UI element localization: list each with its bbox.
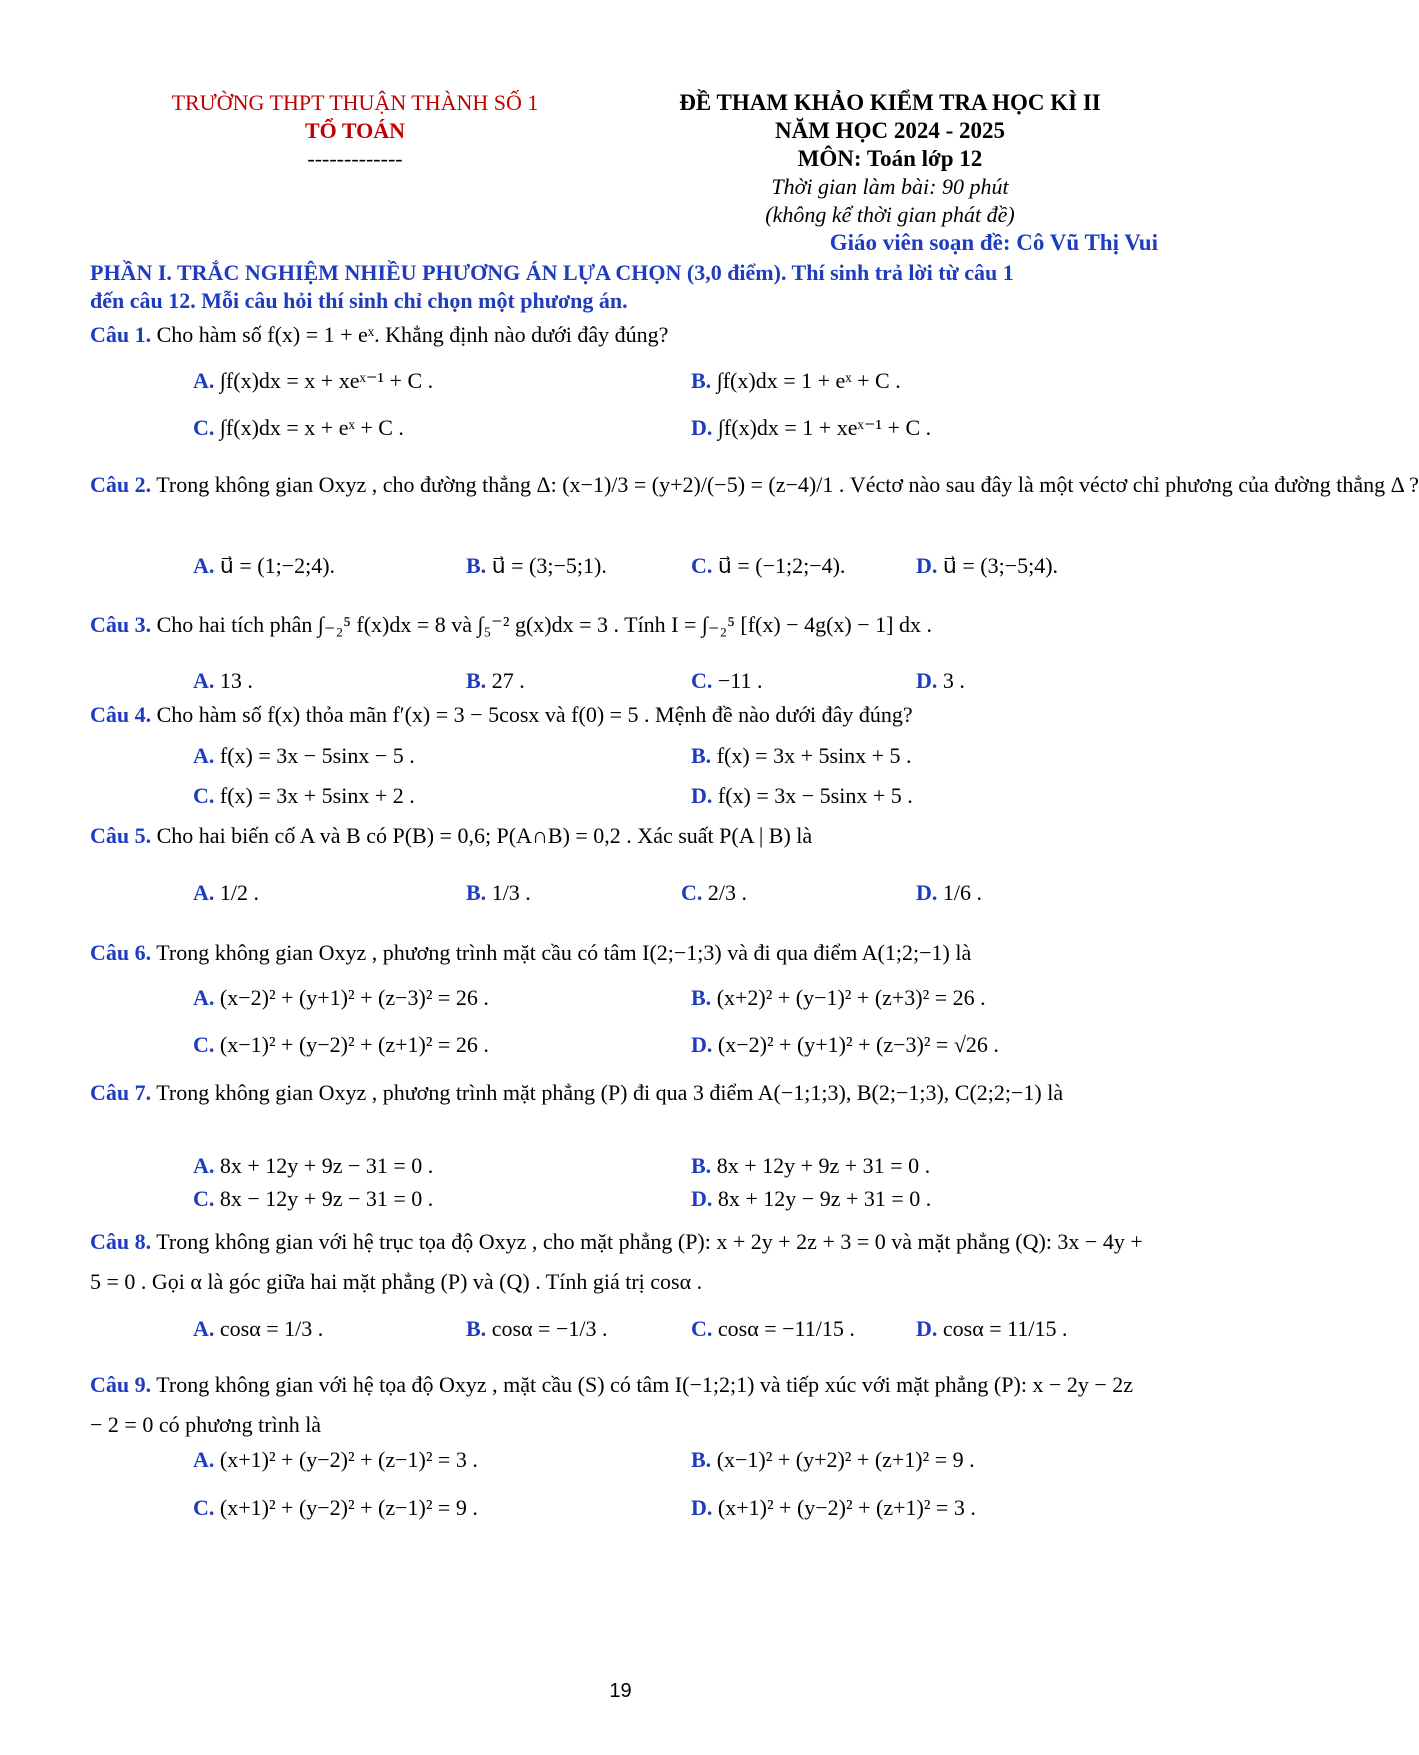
q5-option-c[interactable]: C. 2/3 . [681, 880, 748, 905]
question-4: Câu 4. Cho hàm số f(x) thỏa mãn f′(x) = 3 − 5cosx và f(0) = 5 . Mệnh đề nào dưới đây đúng? [90, 702, 913, 727]
q1-option-b[interactable]: B. ∫f(x)dx = 1 + eˣ + C . [691, 368, 901, 393]
q5-option-b[interactable]: B. 1/3 . [466, 880, 531, 905]
school-year: NĂM HỌC 2024 - 2025 [775, 118, 1005, 143]
duration-note: (không kể thời gian phát đề) [765, 202, 1015, 227]
q6-option-b[interactable]: B. (x+2)² + (y−1)² + (z+3)² = 26 . [691, 985, 986, 1010]
q7-option-b[interactable]: B. 8x + 12y + 9z + 31 = 0 . [691, 1153, 931, 1178]
question-5: Câu 5. Cho hai biến cố A và B có P(B) = 0,6; P(A∩B) = 0,2 . Xác suất P(A | B) là [90, 823, 813, 848]
q8-option-c[interactable]: C. cosα = −11/15 . [691, 1316, 855, 1341]
department-name: TỔ TOÁN [304, 118, 406, 143]
q7-option-d[interactable]: D. 8x + 12y − 9z + 31 = 0 . [691, 1186, 932, 1211]
question-2: Câu 2. Trong không gian Oxyz , cho đường thẳng Δ: (x−1)/3 = (y+2)/(−5) = (z−4)/1 . Véctơ nào sau đây là một véctơ chỉ phương của đường thẳng Δ ? [90, 472, 1419, 497]
q2-option-a[interactable]: A. u⃗ = (1;−2;4). [193, 553, 336, 578]
question-stem: Cho hàm số f(x) = 1 + eˣ. Khẳng định nào dưới đây đúng? [156, 322, 669, 347]
q2-option-b[interactable]: B. u⃗ = (3;−5;1). [466, 553, 607, 578]
subject: MÔN: Toán lớp 12 [797, 146, 983, 171]
question-8: Câu 8. Trong không gian với hệ trục tọa độ Oxyz , cho mặt phẳng (P): x + 2y + 2z + 3 = 0 và mặt phẳng (Q): 3x − 4y + 5 = 0 . Gọi α là góc giữa hai mặt phẳng (P) và (Q) . Tính giá trị cosα . [90, 1229, 1143, 1294]
question-stem: Trong không gian Oxyz , phương trình mặt phẳng (P) đi qua 3 điểm A(−1;1;3), B(2;−1;3), C(2;2;−1) là [156, 1080, 1064, 1105]
school-name: TRƯỜNG THPT THUẬN THÀNH SỐ 1 [171, 90, 539, 115]
question-9: Câu 9. Trong không gian với hệ tọa độ Oxyz , mặt cầu (S) có tâm I(−1;2;1) và tiếp xúc với mặt phẳng (P): x − 2y − 2z − 2 = 0 có phương trình là [90, 1372, 1134, 1437]
question-stem: Trong không gian Oxyz , cho đường thẳng Δ: (x−1)/3 = (y+2)/(−5) = (z−4)/1 . Véctơ nào sau đây là một véctơ chỉ phương của đường thẳng Δ ? [156, 472, 1419, 497]
q6-option-c[interactable]: C. (x−1)² + (y−2)² + (z+1)² = 26 . [193, 1032, 489, 1057]
q9-option-a[interactable]: A. (x+1)² + (y−2)² + (z−1)² = 3 . [193, 1447, 478, 1472]
q5-option-a[interactable]: A. 1/2 . [193, 880, 260, 905]
q4-option-b[interactable]: B. f(x) = 3x + 5sinx + 5 . [691, 743, 912, 768]
section-title-2: đến câu 12. Mỗi câu hỏi thí sinh chỉ chọn một phương án. [90, 288, 628, 313]
section-title: PHẦN I. TRẮC NGHIỆM NHIỀU PHƯƠNG ÁN LỰA CHỌN (3,0 điểm). Thí sinh trả lời từ câu 1 [90, 260, 1014, 285]
q1-option-c[interactable]: C. ∫f(x)dx = x + eˣ + C . [193, 415, 404, 440]
question-stem: Trong không gian với hệ tọa độ Oxyz , mặt cầu (S) có tâm I(−1;2;1) và tiếp xúc với mặt phẳng (P): x − 2y − 2z − 2 = 0 có phương trình là [90, 1372, 1134, 1437]
q8-option-d[interactable]: D. cosα = 11/15 . [916, 1316, 1068, 1341]
question-stem: Cho hai biến cố A và B có P(B) = 0,6; P(A∩B) = 0,2 . Xác suất P(A | B) là [156, 823, 813, 848]
q2-option-d[interactable]: D. u⃗ = (3;−5;4). [916, 553, 1059, 578]
q8-option-b[interactable]: B. cosα = −1/3 . [466, 1316, 608, 1341]
q5-option-d[interactable]: D. 1/6 . [916, 880, 983, 905]
question-stem: Cho hàm số f(x) thỏa mãn f′(x) = 3 − 5cosx và f(0) = 5 . Mệnh đề nào dưới đây đúng? [156, 702, 913, 727]
q1-option-a[interactable]: A. ∫f(x)dx = x + xeˣ⁻¹ + C . [193, 368, 434, 393]
duration: Thời gian làm bài: 90 phút [771, 174, 1009, 199]
q9-option-b[interactable]: B. (x−1)² + (y+2)² + (z+1)² = 9 . [691, 1447, 975, 1472]
q3-option-a[interactable]: A. 13 . [193, 668, 253, 693]
q2-option-c[interactable]: C. u⃗ = (−1;2;−4). [691, 553, 846, 578]
q3-option-d[interactable]: D. 3 . [916, 668, 965, 693]
q9-option-c[interactable]: C. (x+1)² + (y−2)² + (z−1)² = 9 . [193, 1495, 478, 1520]
q6-option-d[interactable]: D. (x−2)² + (y+1)² + (z−3)² = √26 . [691, 1032, 999, 1057]
header-divider: ------------- [307, 146, 403, 171]
question-6: Câu 6. Trong không gian Oxyz , phương trình mặt cầu có tâm I(2;−1;3) và đi qua điểm A(1;2;−1) là [90, 940, 972, 965]
q6-option-a[interactable]: A. (x−2)² + (y+1)² + (z−3)² = 26 . [193, 985, 489, 1010]
q4-option-a[interactable]: A. f(x) = 3x − 5sinx − 5 . [193, 743, 415, 768]
teacher-name: Giáo viên soạn đề: Cô Vũ Thị Vui [829, 230, 1158, 255]
q1-option-d[interactable]: D. ∫f(x)dx = 1 + xeˣ⁻¹ + C . [691, 415, 932, 440]
q9-option-d[interactable]: D. (x+1)² + (y−2)² + (z+1)² = 3 . [691, 1495, 976, 1520]
q3-option-b[interactable]: B. 27 . [466, 668, 525, 693]
question-stem: Cho hai tích phân ∫₋₂⁵ f(x)dx = 8 và ∫₅⁻² g(x)dx = 3 . Tính I = ∫₋₂⁵ [f(x) − 4g(x) − 1] dx . [156, 612, 932, 637]
q4-option-c[interactable]: C. f(x) = 3x + 5sinx + 2 . [193, 783, 415, 808]
question-7: Câu 7. Trong không gian Oxyz , phương trình mặt phẳng (P) đi qua 3 điểm A(−1;1;3), B(2;−1;3), C(2;2;−1) là [90, 1080, 1064, 1105]
question-stem: Trong không gian với hệ trục tọa độ Oxyz , cho mặt phẳng (P): x + 2y + 2z + 3 = 0 và mặt phẳng (Q): 3x − 4y + 5 = 0 . Gọi α là góc giữa hai mặt phẳng (P) và (Q) . Tính giá trị cosα . [90, 1229, 1143, 1294]
q8-option-a[interactable]: A. cosα = 1/3 . [193, 1316, 324, 1341]
exam-title: ĐỀ THAM KHẢO KIỂM TRA HỌC KÌ II [679, 90, 1101, 115]
question-1: Câu 1. Cho hàm số f(x) = 1 + eˣ. Khẳng định nào dưới đây đúng? [90, 322, 669, 347]
question-stem: Trong không gian Oxyz , phương trình mặt cầu có tâm I(2;−1;3) và đi qua điểm A(1;2;−1) là [156, 940, 972, 965]
q7-option-a[interactable]: A. 8x + 12y + 9z − 31 = 0 . [193, 1153, 434, 1178]
q3-option-c[interactable]: C. −11 . [691, 668, 763, 693]
q7-option-c[interactable]: C. 8x − 12y + 9z − 31 = 0 . [193, 1186, 434, 1211]
page-number: 19 [609, 1680, 632, 1702]
question-3: Câu 3. Cho hai tích phân ∫₋₂⁵ f(x)dx = 8 và ∫₅⁻² g(x)dx = 3 . Tính I = ∫₋₂⁵ [f(x) − 4g(x) − 1] dx . [90, 612, 932, 637]
q4-option-d[interactable]: D. f(x) = 3x − 5sinx + 5 . [691, 783, 913, 808]
